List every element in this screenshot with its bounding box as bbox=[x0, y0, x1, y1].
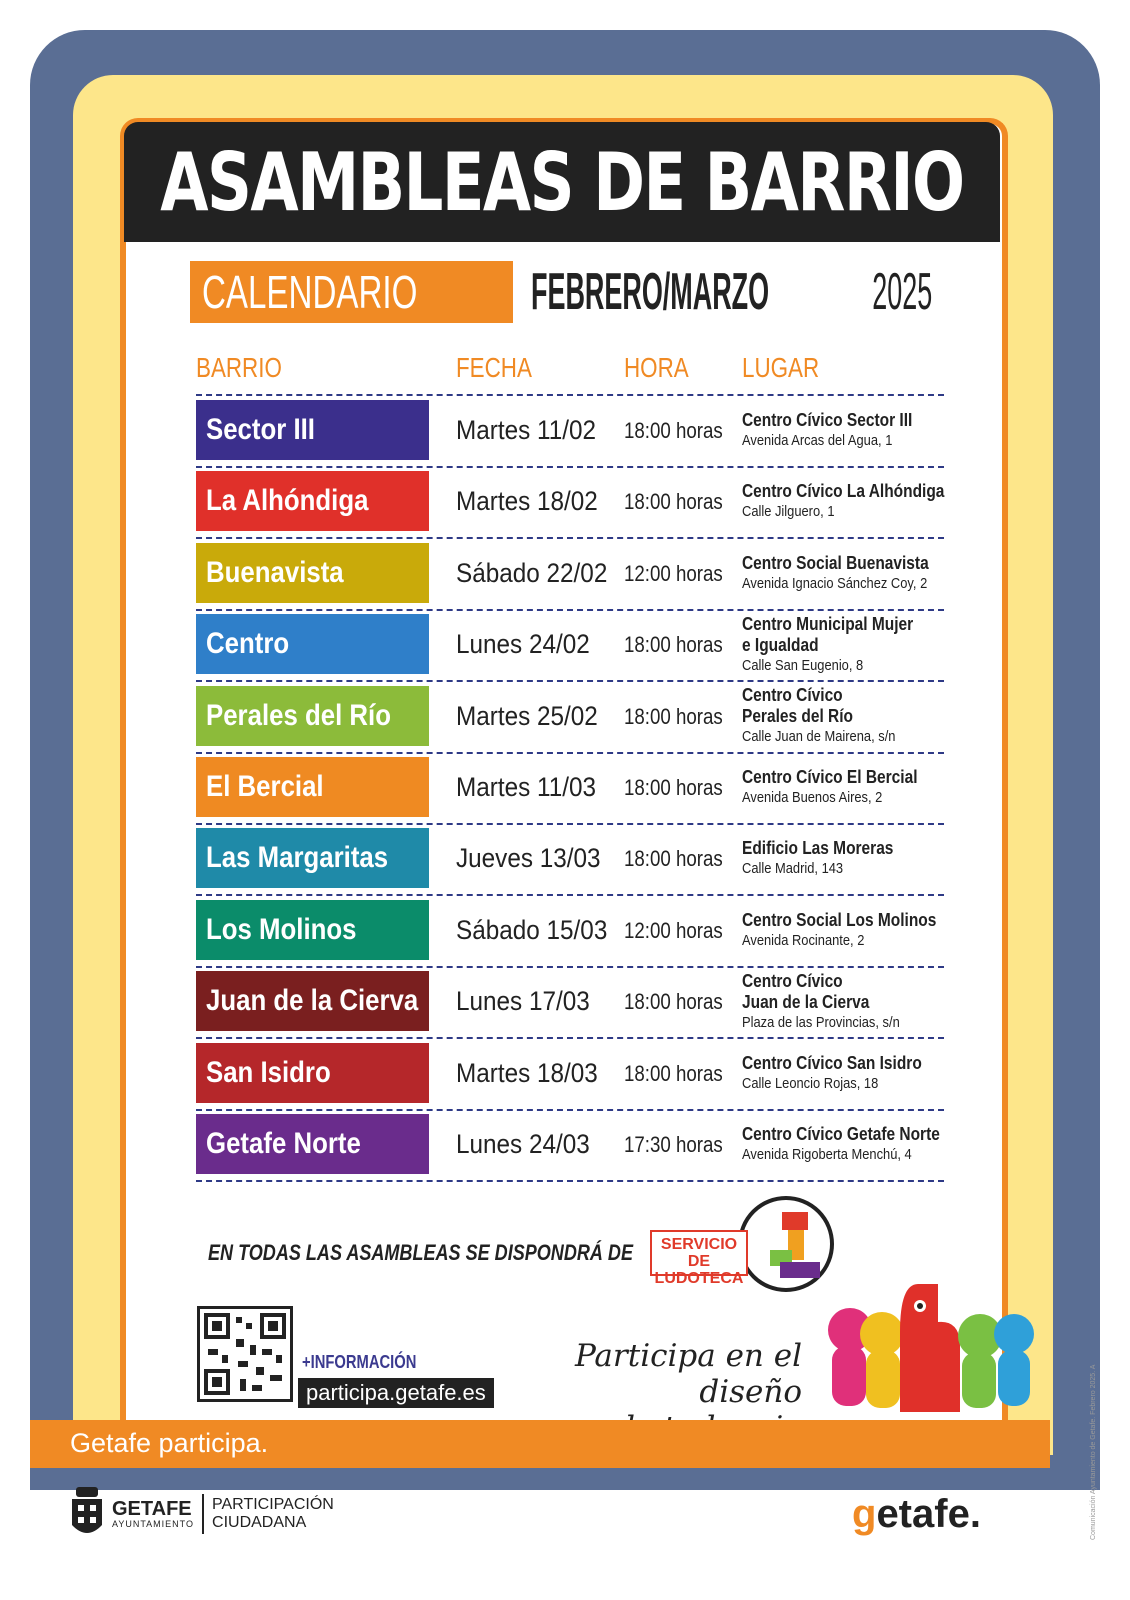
barrio-label bbox=[196, 686, 429, 746]
dept-line1: PARTICIPACIÓN bbox=[212, 1496, 334, 1513]
lugar-address: Plaza de las Provincias, s/n bbox=[742, 1013, 900, 1031]
period-months: FEBRERO/MARZO bbox=[531, 263, 770, 321]
barrio-label bbox=[196, 471, 429, 531]
table-row bbox=[196, 757, 946, 817]
table-row bbox=[196, 543, 946, 603]
logo-name: GETAFE bbox=[112, 1498, 192, 1520]
fecha-value: Martes 18/03 bbox=[456, 1057, 598, 1088]
barrio-label bbox=[196, 828, 429, 888]
row-separator bbox=[196, 894, 944, 896]
fecha-value: Martes 11/02 bbox=[456, 415, 597, 445]
lugar-address: Avenida Buenos Aires, 2 bbox=[742, 789, 883, 806]
lugar-cell bbox=[742, 1043, 982, 1103]
lugar-name: Centro Cívico San Isidro bbox=[742, 1052, 922, 1073]
lugar-cell bbox=[742, 471, 982, 531]
fecha-value: Martes 18/02 bbox=[456, 486, 598, 517]
barrio-name: La Alhóndiga bbox=[206, 484, 369, 518]
lugar-cell bbox=[742, 828, 982, 888]
lugar-address: Avenida Rocinante, 2 bbox=[742, 931, 865, 949]
barrio-label bbox=[196, 971, 429, 1031]
row-separator bbox=[196, 966, 944, 968]
subtitle bbox=[190, 262, 961, 322]
table-row bbox=[196, 686, 946, 746]
row-separator bbox=[196, 537, 944, 539]
barrio-name: Los Molinos bbox=[206, 912, 357, 946]
brand-rest: etafe. bbox=[876, 1492, 981, 1536]
table-row bbox=[196, 1114, 946, 1174]
barrio-label bbox=[196, 1043, 429, 1103]
barrio-label bbox=[196, 757, 429, 817]
hora-value: 18:00 horas bbox=[624, 489, 723, 515]
barrio-name: Perales del Río bbox=[206, 698, 391, 732]
table-headers bbox=[196, 352, 946, 392]
lugar-name: Centro Municipal Mujer bbox=[742, 613, 914, 634]
barrio-name: Getafe Norte bbox=[206, 1127, 361, 1160]
slogan-line1: Participa en el diseño bbox=[574, 1338, 802, 1410]
toy-blocks-icon bbox=[742, 1200, 830, 1288]
row-separator bbox=[196, 609, 944, 611]
lugar-name: Edificio Las Moreras bbox=[742, 838, 894, 859]
info-label: +INFORMACIÓN bbox=[302, 1352, 417, 1372]
row-separator bbox=[196, 1037, 944, 1039]
row-separator bbox=[196, 680, 944, 682]
lugar-name: Centro Cívico bbox=[742, 970, 843, 991]
hora-value: 18:00 horas bbox=[624, 418, 723, 443]
table-row bbox=[196, 828, 946, 888]
header-barrio: BARRIO bbox=[196, 352, 282, 383]
table-row bbox=[196, 614, 946, 674]
lugar-name: Centro Cívico Sector III bbox=[742, 410, 913, 430]
barrio-name: Juan de la Cierva bbox=[206, 984, 419, 1018]
ludoteca-badge-line1: SERVICIO DE bbox=[660, 1236, 738, 1270]
table-row bbox=[196, 471, 946, 531]
period bbox=[531, 262, 961, 322]
lugar-name: Centro Cívico La Alhóndiga bbox=[742, 481, 945, 502]
lugar-cell bbox=[742, 900, 982, 960]
fecha-value: Jueves 13/03 bbox=[456, 843, 601, 874]
lugar-cell bbox=[742, 971, 982, 1031]
dept-line2: CIUDADANA bbox=[212, 1514, 307, 1531]
lugar-name: Centro Social Los Molinos bbox=[742, 909, 937, 930]
hora-value: 18:00 horas bbox=[624, 632, 723, 658]
row-separator bbox=[196, 1180, 944, 1182]
hora-value: 12:00 horas bbox=[624, 560, 723, 586]
table-row bbox=[196, 971, 946, 1031]
lugar-cell bbox=[742, 614, 982, 674]
credit-note: Comunicación Ayuntamiento de Getafe. Febrero 2025. A bbox=[1090, 1364, 1097, 1540]
ludoteca-notice: EN TODAS LAS ASAMBLEAS SE DISPONDRÁ DE bbox=[208, 1240, 633, 1265]
logo-divider bbox=[202, 1494, 204, 1534]
footer-slogan: Getafe participa. bbox=[70, 1428, 269, 1458]
barrio-label bbox=[196, 400, 429, 460]
lugar-cell bbox=[742, 1114, 982, 1174]
hora-value: 12:00 horas bbox=[624, 917, 723, 943]
brand-g: g bbox=[852, 1492, 877, 1536]
barrio-name: Centro bbox=[206, 627, 290, 661]
lugar-name: Perales del Río bbox=[742, 706, 853, 727]
table-row bbox=[196, 1043, 946, 1103]
lugar-name: Centro Social Buenavista bbox=[742, 552, 929, 573]
lugar-address: Calle Jilguero, 1 bbox=[742, 503, 835, 521]
header-fecha: FECHA bbox=[456, 352, 532, 383]
header-hora: HORA bbox=[624, 352, 689, 383]
ludoteca-badge-line2: LUDOTECA bbox=[654, 1270, 744, 1287]
fecha-value: Lunes 24/03 bbox=[456, 1129, 590, 1159]
period-year: 2025 bbox=[872, 263, 933, 321]
lugar-cell bbox=[742, 400, 982, 460]
table-row bbox=[196, 900, 946, 960]
hora-value: 18:00 horas bbox=[624, 1060, 723, 1086]
fecha-value: Lunes 17/03 bbox=[456, 986, 590, 1017]
fecha-value: Sábado 15/03 bbox=[456, 914, 608, 945]
barrio-label bbox=[196, 543, 429, 603]
barrio-name: San Isidro bbox=[206, 1055, 331, 1089]
fecha-value: Lunes 24/02 bbox=[456, 629, 590, 660]
lugar-cell bbox=[742, 757, 982, 817]
ayuntamiento-logo bbox=[70, 1484, 334, 1544]
hora-value: 18:00 horas bbox=[624, 775, 723, 800]
barrio-label bbox=[196, 614, 429, 674]
lugar-address: Avenida Arcas del Agua, 1 bbox=[742, 432, 893, 449]
row-separator bbox=[196, 1109, 944, 1111]
hora-value: 18:00 horas bbox=[624, 846, 723, 872]
footer-band bbox=[30, 1420, 1050, 1468]
lugar-cell bbox=[742, 686, 982, 746]
barrio-name: Sector III bbox=[206, 413, 315, 446]
lugar-name: Juan de la Cierva bbox=[742, 991, 870, 1012]
barrio-label bbox=[196, 900, 429, 960]
header-lugar: LUGAR bbox=[742, 352, 820, 383]
barrio-name: Buenavista bbox=[206, 555, 344, 589]
fecha-value: Martes 25/02 bbox=[456, 700, 598, 731]
row-separator bbox=[196, 466, 944, 468]
lugar-cell bbox=[742, 543, 982, 603]
fecha-value: Martes 11/03 bbox=[456, 772, 597, 802]
info-link[interactable]: participa.getafe.es bbox=[298, 1378, 494, 1408]
lugar-address: Avenida Ignacio Sánchez Coy, 2 bbox=[742, 574, 928, 592]
coat-of-arms-icon bbox=[70, 1487, 104, 1541]
fecha-value: Sábado 22/02 bbox=[456, 557, 608, 588]
lugar-address: Avenida Rigoberta Menchú, 4 bbox=[742, 1146, 912, 1163]
row-separator bbox=[196, 823, 944, 825]
qr-code[interactable] bbox=[197, 1306, 293, 1402]
lugar-address: Calle Juan de Mairena, s/n bbox=[742, 728, 896, 746]
title-band bbox=[124, 122, 1000, 242]
row-separator bbox=[196, 752, 944, 754]
barrio-name: Las Margaritas bbox=[206, 841, 389, 875]
lugar-address: Calle Madrid, 143 bbox=[742, 860, 844, 878]
qr-code-icon bbox=[200, 1309, 290, 1399]
getafe-brand-logo bbox=[852, 1492, 981, 1537]
lugar-address: Calle Leoncio Rojas, 18 bbox=[742, 1074, 879, 1092]
lugar-name: Centro Cívico El Bercial bbox=[742, 767, 918, 787]
hora-value: 18:00 horas bbox=[624, 989, 723, 1015]
ludoteca-badge bbox=[650, 1230, 748, 1287]
lugar-name: e Igualdad bbox=[742, 634, 819, 655]
calendar-tag-label: CALENDARIO bbox=[202, 266, 418, 318]
hora-value: 18:00 horas bbox=[624, 703, 723, 729]
row-separator bbox=[196, 394, 944, 396]
lugar-name: Centro Cívico Getafe Norte bbox=[742, 1124, 940, 1144]
calendar-tag bbox=[190, 261, 513, 323]
barrio-label bbox=[196, 1114, 429, 1174]
hora-value: 17:30 horas bbox=[624, 1132, 723, 1157]
lugar-name: Centro Cívico bbox=[742, 685, 843, 706]
page-title: ASAMBLEAS DE BARRIO bbox=[160, 135, 964, 229]
barrio-name: El Bercial bbox=[206, 770, 324, 803]
participation-figures-illustration bbox=[820, 1262, 1042, 1422]
lugar-address: Calle San Eugenio, 8 bbox=[742, 656, 864, 674]
logo-sub: AYUNTAMIENTO bbox=[112, 1519, 195, 1529]
table-row bbox=[196, 400, 946, 460]
